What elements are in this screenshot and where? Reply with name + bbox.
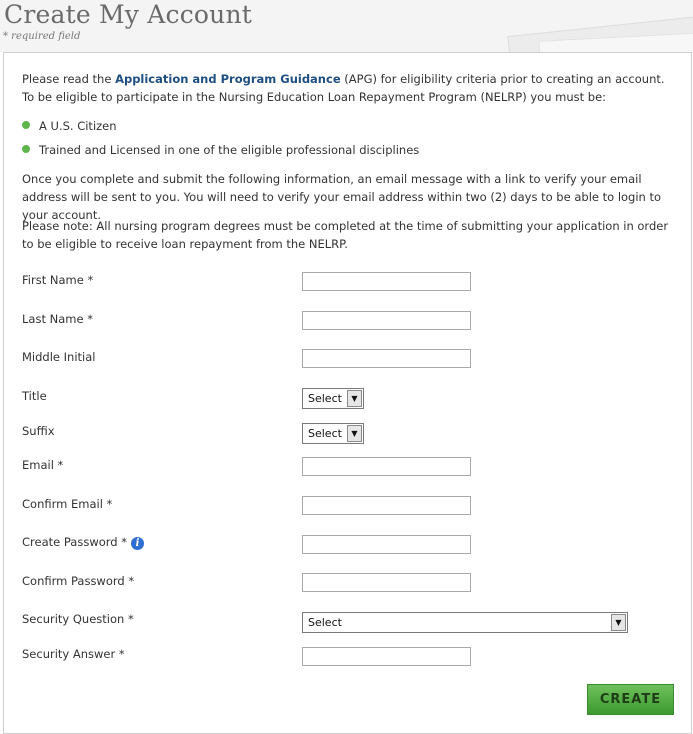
first-name-label: First Name *	[22, 273, 94, 287]
required-field-note: * required field	[3, 31, 81, 42]
security-question-value: Select	[308, 616, 342, 629]
suffix-select-value: Select	[308, 427, 342, 440]
chevron-down-icon[interactable]: ▼	[347, 425, 362, 442]
email-label: Email *	[22, 458, 64, 472]
page-title: Create My Account	[4, 0, 252, 29]
create-password-label-row	[22, 535, 144, 550]
middle-initial-input[interactable]	[302, 349, 471, 368]
requirement-text: A U.S. Citizen	[39, 119, 117, 133]
create-button[interactable]: CREATE	[587, 684, 674, 715]
suffix-label: Suffix	[22, 424, 55, 438]
title-select[interactable]	[302, 388, 364, 409]
confirm-email-input[interactable]	[302, 496, 471, 515]
title-select-value: Select	[308, 392, 342, 405]
degree-notice: Please note: All nursing program degrees must be completed at the time of submitting your application in order to be eligible to receive loan repayment from the NELRP.	[22, 219, 669, 251]
confirm-email-label: Confirm Email *	[22, 497, 113, 511]
intro-text-start: Please read the	[22, 72, 116, 86]
requirement-item	[22, 119, 117, 133]
requirement-text: Trained and Licensed in one of the eligible professional disciplines	[39, 143, 420, 157]
last-name-label: Last Name *	[22, 312, 93, 326]
chevron-down-icon[interactable]: ▼	[611, 614, 626, 631]
confirm-password-input[interactable]	[302, 573, 471, 592]
security-answer-input[interactable]	[302, 647, 471, 666]
title-label: Title	[22, 389, 47, 403]
security-answer-label: Security Answer *	[22, 647, 125, 661]
intro-paragraph	[22, 70, 672, 106]
create-password-label: Create Password *	[22, 535, 127, 549]
info-icon[interactable]: i	[131, 537, 144, 550]
intro-text-end: (APG) for eligibility criteria prior to creating an account. To be eligible to participate in the Nursing Education Loan Repayment Program (NELRP) you must be:	[22, 72, 665, 104]
apg-link[interactable]: Application and Program Guidance	[115, 72, 341, 86]
security-question-select[interactable]	[302, 612, 628, 633]
chevron-down-icon[interactable]: ▼	[347, 390, 362, 407]
email-input[interactable]	[302, 457, 471, 476]
requirement-item	[22, 143, 419, 157]
middle-initial-label: Middle Initial	[22, 350, 96, 364]
last-name-input[interactable]	[302, 311, 471, 330]
bullet-dot	[22, 145, 30, 153]
suffix-select[interactable]	[302, 423, 364, 444]
bullet-dot	[22, 121, 30, 129]
page-header	[0, 0, 693, 52]
first-name-input[interactable]	[302, 272, 471, 291]
create-password-input[interactable]	[302, 535, 471, 554]
email-notice: Once you complete and submit the following information, an email message with a link to verify your email address will be sent to you. You will need to verify your email address within two (2) days to be able to login to your account.	[22, 172, 662, 222]
confirm-password-label: Confirm Password *	[22, 574, 135, 588]
security-question-label: Security Question *	[22, 612, 134, 626]
